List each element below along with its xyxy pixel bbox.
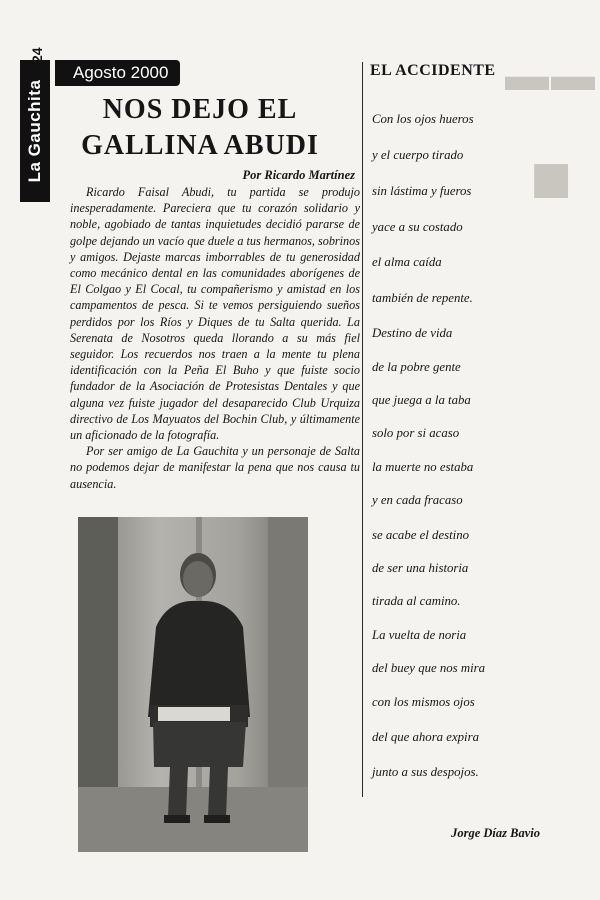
issue-date: Agosto 2000 — [55, 60, 180, 86]
poem-line: también de repente. — [372, 291, 473, 305]
page-number: 24 — [29, 47, 45, 63]
poem-author: Jorge Díaz Bavio — [451, 826, 540, 840]
poem-line: Con los ojos hueros — [372, 112, 474, 126]
poem-line: junto a sus despojos. — [372, 765, 479, 779]
poem-line: y el cuerpo tirado — [372, 148, 464, 162]
portrait-photo — [78, 517, 308, 852]
publication-name: La Gauchita — [25, 79, 44, 183]
article-title-line-2: GALLINA ABUDI — [81, 130, 319, 161]
column-divider — [362, 62, 363, 797]
poem-line: de ser una historia — [372, 561, 469, 575]
poem-line: solo por si acaso — [372, 426, 460, 440]
poem-line: del que ahora expira — [372, 730, 479, 744]
bleed-through-shape: ▬▬ — [505, 51, 597, 100]
poem-line: se acabe el destino — [372, 528, 470, 542]
poem-line: del buey que nos mira — [372, 661, 486, 675]
poem-line: y en cada fracaso — [372, 493, 463, 507]
poem-line: la muerte no estaba — [372, 460, 474, 474]
poem-line: que juega a la taba — [372, 393, 471, 407]
poem-line: sin lástima y fueros — [372, 184, 472, 198]
article-paragraph: Por ser amigo de La Gauchita y un personaje de Salta no podemos dejar de manifestar la pena que nos causa tu ausencia. — [70, 444, 360, 491]
poem-line: tirada al camino. — [372, 594, 461, 608]
poem-line: La vuelta de noria — [372, 628, 467, 642]
article-body — [70, 184, 360, 492]
portrait-photo-image — [78, 517, 308, 852]
poem-line: el alma caída — [372, 255, 442, 269]
poem-line: con los mismos ojos — [372, 695, 475, 709]
article-title — [60, 92, 340, 164]
poem-line: Destino de vida — [372, 326, 453, 340]
article-paragraph: Ricardo Faisal Abudi, tu partida se produjo inesperadamente. Pareciera que tu corazón solidario y noble, agobiado de tantas inquietudes decidió pararse de golpe dejando un vacío que duele a tus hermanos, sobrinos y amigos. Dejaste marcas imborrables de tu generosidad como mecánico dental en las comunidades aborígenes de El Colgao y El Cocal, tu compañerismo y amistad en los campamentos de pesca. Si te vemos persiguiendo sueños perdidos por los Ríos y Diques de tu Salta querida. La Serenata de Nosotros queda llorando a su más fiel seguidor. Los recuerdos nos traen a la mente tu plena identificación con la Peña El Buho y que fuiste socio fundador de la Asociación de Protesistas Dentales y que alguna vez fuiste jugador del desaparecido Club Urquiza directivo de Los Mayuatos del Bochin Club, y últimamente un aficionado de la fotografía. — [70, 185, 360, 443]
poem-line: yace a su costado — [372, 220, 463, 234]
article-title-line-1: NOS DEJO EL — [102, 94, 298, 125]
publication-badge — [20, 60, 50, 202]
bleed-through-shape: ■ — [530, 141, 573, 218]
poem-title: EL ACCIDENTE — [370, 62, 496, 79]
article-byline: Por Ricardo Martínez — [242, 168, 355, 182]
poem-line: de la pobre gente — [372, 360, 461, 374]
